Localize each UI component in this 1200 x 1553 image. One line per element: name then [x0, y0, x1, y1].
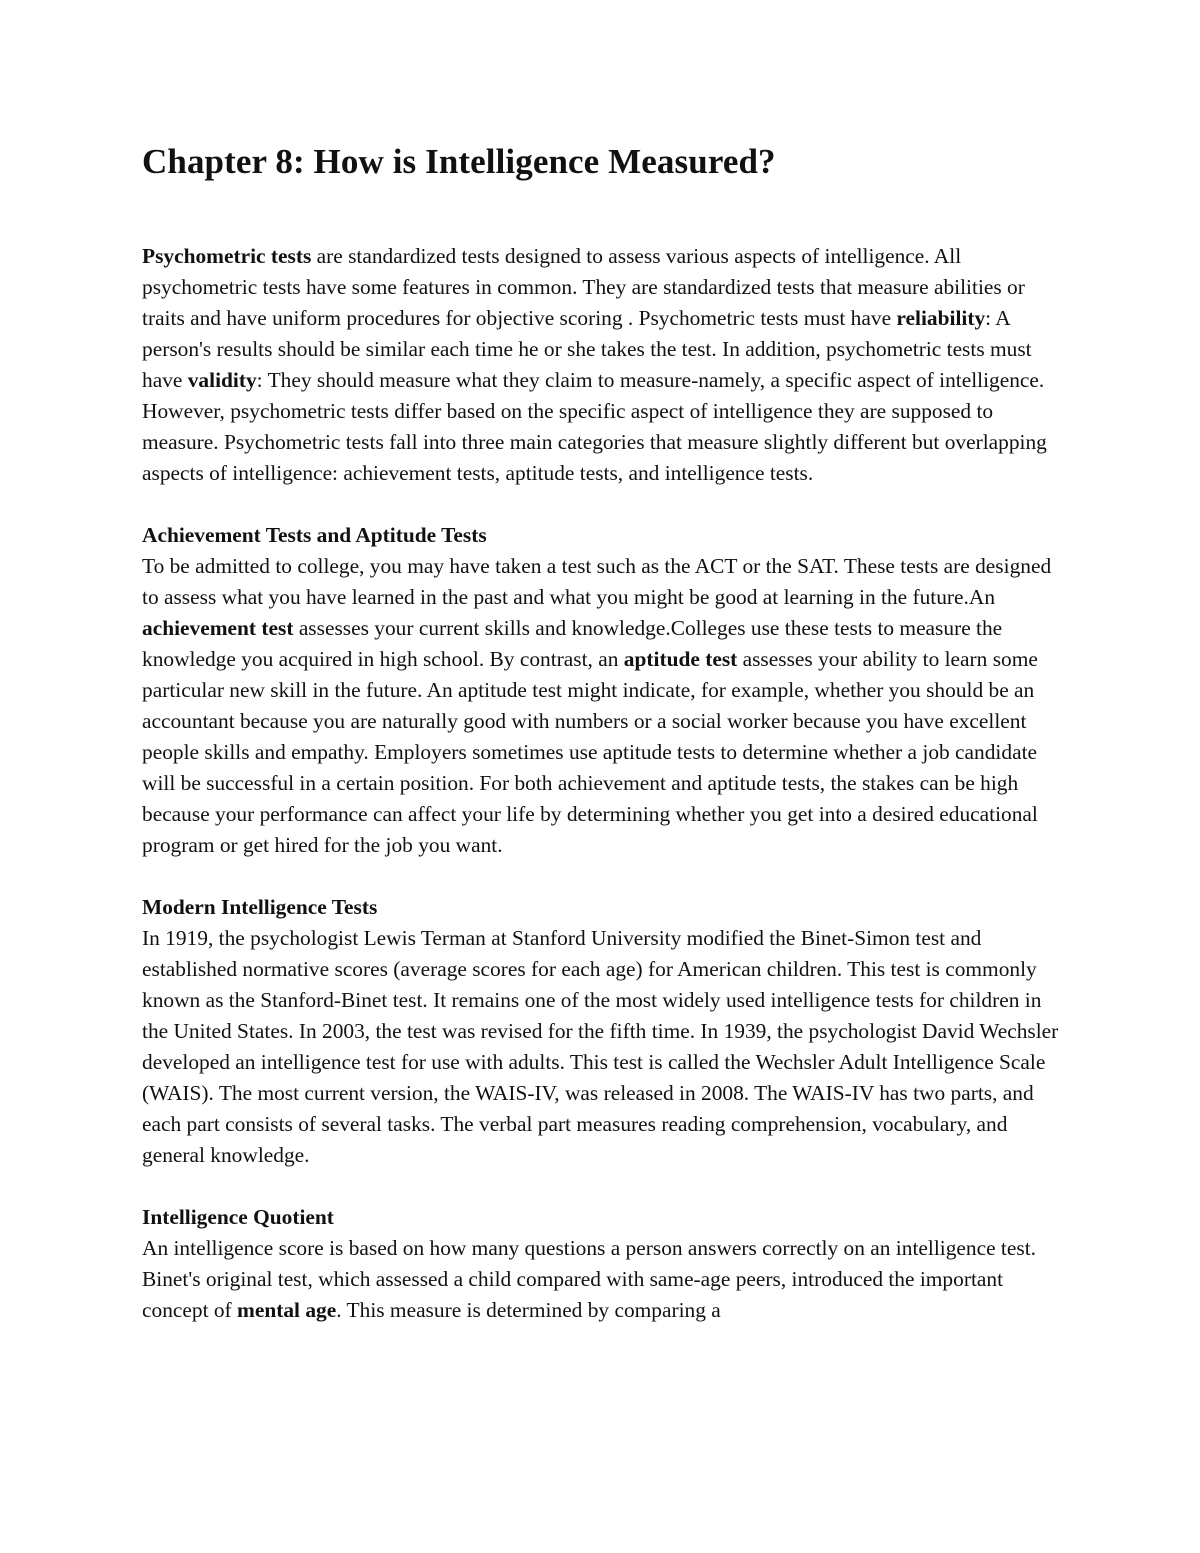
- section-heading-achievement: Achievement Tests and Aptitude Tests: [142, 523, 487, 547]
- term-mental-age: mental age: [237, 1298, 337, 1322]
- term-achievement-test: achievement test: [142, 616, 294, 640]
- term-psychometric-tests: Psychometric tests: [142, 244, 312, 268]
- achievement-text-1: To be admitted to college, you may have taken a test such as the ACT or the SAT. These tests are designed to assess what you have learned in the past and what you might be good at learning in the future.An: [142, 554, 1052, 609]
- achievement-text-3: assesses your ability to learn some particular new skill in the future. An aptitude test might indicate, for example, whether you should be an accountant because you are naturally good with numbers or a social worker because you have excellent people skills and empathy. Employers sometimes use aptitude tests to determine whether a job candidate will be successful in a certain position. For both achievement and aptitude tests, the stakes can be high because your performance can affect your life by determining whether you get into a desired educational program or get hired for the job you want.: [142, 647, 1038, 857]
- intro-text-3: : They should measure what they claim to measure-namely, a specific aspect of intelligence. However, psychometric tests differ based on the specific aspect of intelligence they are supposed to measure. Psychometric tests fall into three main categories that measure slightly different but overlapping aspects of intelligence: achievement tests, aptitude tests, and intelligence tests.: [142, 368, 1047, 485]
- iq-text-1: An intelligence score is based on how many questions a person answers correctly on an intelligence test. Binet's original test, which assessed a child compared with same-age peers, introduced the important concept of: [142, 1236, 1036, 1322]
- term-aptitude-test: aptitude test: [623, 647, 738, 671]
- section-heading-modern-tests: Modern Intelligence Tests: [142, 895, 378, 919]
- section-modern-tests-paragraph: In 1919, the psychologist Lewis Terman at Stanford University modified the Binet-Simon test and established normative scores (average scores for each age) for American children. This test is commonly known as the Stanford-Binet test. It remains one of the most widely used intelligence tests for children in the United States. In 2003, the test was revised for the fifth time. In 1939, the psychologist David Wechsler developed an intelligence test for use with adults. This test is called the Wechsler Adult Intelligence Scale (WAIS). The most current version, the WAIS-IV, was released in 2008. The WAIS-IV has two parts, and each part consists of several tasks. The verbal part measures reading comprehension, vocabulary, and general knowledge.: [142, 926, 1059, 1167]
- section-iq-paragraph: [142, 1233, 1072, 1326]
- term-validity: validity: [187, 368, 257, 392]
- iq-text-2: . This measure is determined by comparing a: [336, 1298, 721, 1322]
- intro-paragraph: [142, 241, 1072, 489]
- section-achievement-paragraph: [142, 551, 1072, 861]
- achievement-text-2: assesses your current skills and knowledge.Colleges use these tests to measure the knowledge you acquired in high school. By contrast, an: [142, 616, 1003, 671]
- spacer: [142, 489, 1072, 520]
- spacer: [142, 861, 1072, 892]
- intro-text-1: are standardized tests designed to assess various aspects of intelligence. All psychometric tests have some features in common. They are standardized tests that measure abilities or traits and have uniform procedures for objective scoring . Psychometric tests must have: [142, 244, 1025, 330]
- section-heading-iq: Intelligence Quotient: [142, 1205, 334, 1229]
- document-body: [142, 241, 1072, 1326]
- document-page: [142, 138, 1072, 1326]
- term-reliability: reliability: [896, 306, 986, 330]
- spacer: [142, 186, 1072, 241]
- spacer: [142, 1171, 1072, 1202]
- page-title: Chapter 8: How is Intelligence Measured?: [142, 142, 776, 181]
- intro-text-2: : A person's results should be similar each time he or she takes the test. In addition, psychometric tests must have: [142, 306, 1032, 392]
